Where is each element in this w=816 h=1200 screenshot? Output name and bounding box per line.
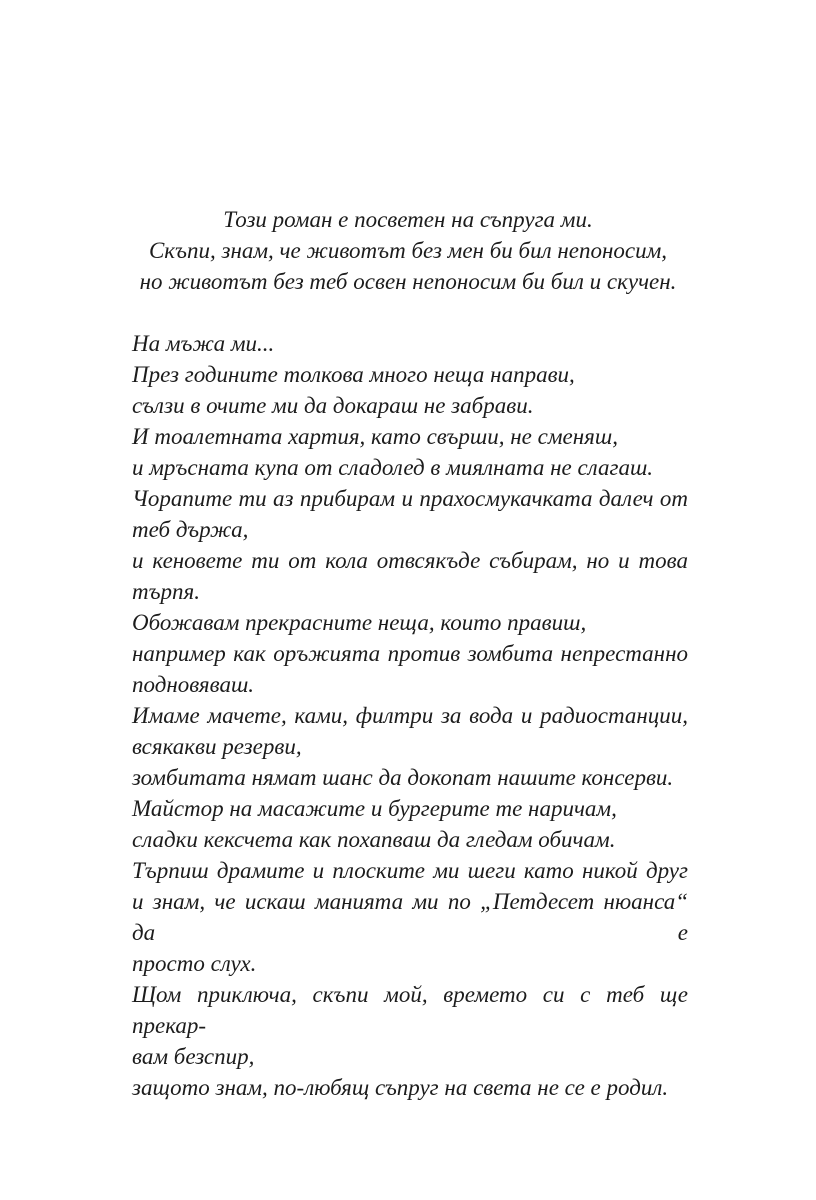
poem-line: Обожавам прекрасните неща, които правиш, bbox=[132, 610, 587, 635]
dedication-poem bbox=[132, 328, 688, 1103]
poem-line: Имаме мачете, ками, филтри за вода и радиостанции, bbox=[132, 703, 688, 728]
poem-line: сълзи в очите ми да докараш не забрави. bbox=[132, 393, 534, 418]
poem-line: Чорапите ти аз прибирам и прахосмукачката далеч от bbox=[132, 486, 688, 511]
poem-line: и кеновете ти от кола отвсякъде събирам, но и това bbox=[132, 548, 688, 573]
poem-line: и знам, че искаш манията ми по „Петдесет нюанса“ да е bbox=[132, 889, 688, 945]
poem-line: През годините толкова много неща направи, bbox=[132, 362, 575, 387]
poem-line: Търпиш драмите и плоските ми шеги като никой друг bbox=[132, 858, 688, 883]
poem-line: На мъжа ми... bbox=[132, 331, 275, 356]
poem-line: сладки кексчета как похапваш да гледам обичам. bbox=[132, 827, 616, 852]
poem-line: зомбитата нямат шанс да докопат нашите консерви. bbox=[132, 765, 674, 790]
poem-line: всякакви резерви, bbox=[132, 734, 302, 759]
poem-line: теб държа, bbox=[132, 517, 249, 542]
dedication-epigraph bbox=[0, 0, 816, 297]
poem-line: например как оръжията против зомбита непрестанно bbox=[132, 641, 688, 666]
poem-line: вам безспир, bbox=[132, 1044, 255, 1069]
epigraph-line: Този роман е посветен на съпруга ми. bbox=[223, 207, 593, 232]
poem-line: подновяваш. bbox=[132, 672, 255, 697]
poem-line: просто слух. bbox=[132, 951, 257, 976]
epigraph-line: Скъпи, знам, че животът без мен би бил непоносим, bbox=[148, 238, 668, 263]
poem-line: Щом приключа, скъпи мой, времето си с теб ще прекар- bbox=[132, 982, 688, 1038]
poem-line: Майстор на масажите и бургерите те наричам, bbox=[132, 796, 617, 821]
poem-line: търпя. bbox=[132, 579, 200, 604]
poem-line: и мръсната купа от сладолед в миялната не слагаш. bbox=[132, 455, 654, 480]
poem-line: И тоалетната хартия, като свърши, не сменяш, bbox=[132, 424, 618, 449]
epigraph-line: но животът без теб освен непоносим би бил и скучен. bbox=[139, 269, 677, 294]
poem-line: защото знам, по-любящ съпруг на света не се е родил. bbox=[132, 1075, 669, 1100]
